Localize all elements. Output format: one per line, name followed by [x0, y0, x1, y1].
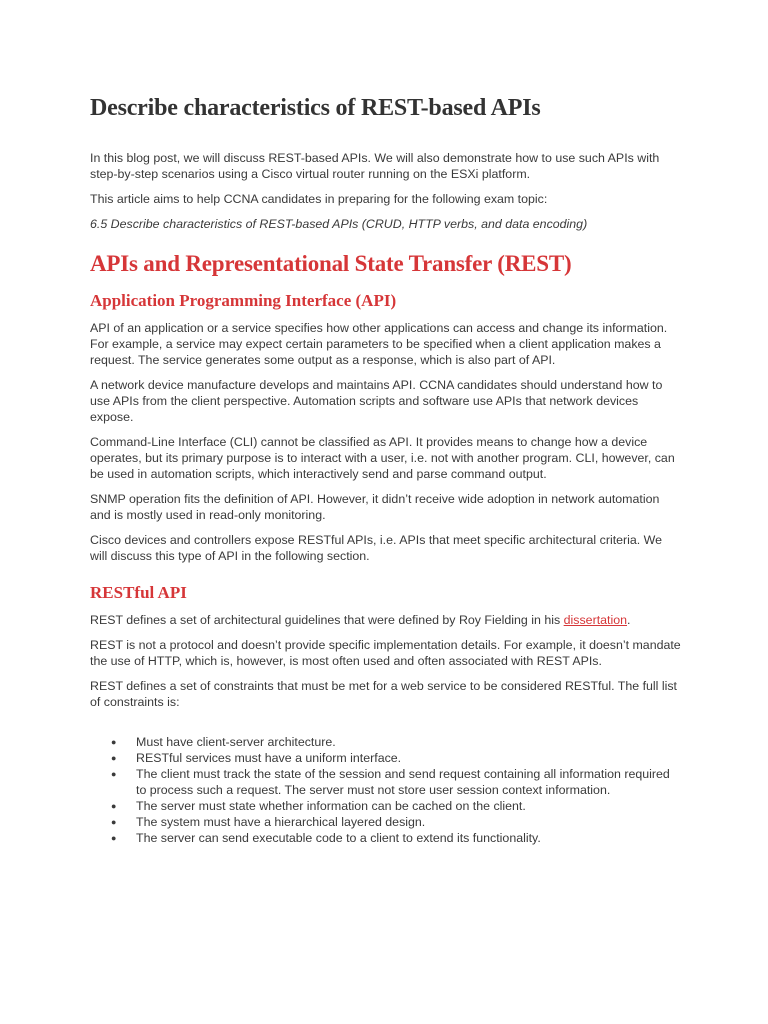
- intro-paragraph-2: This article aims to help CCNA candidates in preparing for the following exam topic:: [90, 192, 548, 206]
- restful-paragraph-1: [90, 612, 682, 628]
- list-item: [111, 766, 682, 798]
- constraints-list: [90, 734, 682, 846]
- section-heading-apis-rest: APIs and Representational State Transfer (REST): [90, 251, 572, 276]
- subheading-restful-api: RESTful API: [90, 583, 187, 602]
- bullet-icon: ●: [111, 737, 117, 747]
- restful-paragraph-1-text: REST defines a set of architectural guidelines that were defined by Roy Fielding in his: [90, 613, 564, 627]
- list-item: [111, 814, 682, 830]
- bullet-icon: ●: [111, 817, 117, 827]
- restful-paragraph-3: REST defines a set of constraints that must be met for a web service to be considered RESTful. The full list of constraints is:: [90, 679, 677, 709]
- list-item-text: The client must track the state of the session and send request containing all information required to process such a request. The server must not store user session context information.: [136, 767, 670, 797]
- api-paragraph-2: A network device manufacture develops and maintains API. CCNA candidates should understand how to use APIs from the client perspective. Automation scripts and software use APIs that network devices expose.: [90, 378, 663, 424]
- article: [90, 92, 682, 846]
- bullet-icon: ●: [111, 753, 117, 763]
- api-paragraph-4: SNMP operation fits the definition of API. However, it didn’t receive wide adoption in network automation and is mostly used in read-only monitoring.: [90, 492, 660, 522]
- list-item-text: Must have client-server architecture.: [136, 735, 336, 749]
- list-item: [111, 830, 682, 846]
- api-paragraph-3: Command-Line Interface (CLI) cannot be classified as API. It provides means to change how a device operates, but its primary purpose is to interact with a user, i.e. not with another program. CLI, however, can be used in automation scripts, which interactively send and parse command output.: [90, 435, 675, 481]
- bullet-icon: ●: [111, 833, 117, 843]
- exam-topic: 6.5 Describe characteristics of REST-based APIs (CRUD, HTTP verbs, and data encoding): [90, 217, 588, 231]
- bullet-icon: ●: [111, 769, 117, 779]
- dissertation-link[interactable]: dissertation: [563, 613, 628, 627]
- api-paragraph-1: API of an application or a service specifies how other applications can access and change its information. For example, a service may expect certain parameters to be specified when a client application makes a request. The service generates some output as a response, which is also part of API.: [90, 321, 668, 367]
- restful-paragraph-2: REST is not a protocol and doesn’t provide specific implementation details. For example, it doesn’t mandate the use of HTTP, which is, however, is most often used and often associated with REST APIs.: [90, 638, 681, 668]
- restful-paragraph-1-end: .: [627, 613, 631, 627]
- api-paragraph-5: Cisco devices and controllers expose RESTful APIs, i.e. APIs that meet specific architectural criteria. We will discuss this type of API in the following section.: [90, 533, 663, 563]
- list-item-text: The server can send executable code to a client to extend its functionality.: [136, 831, 541, 845]
- list-item-text: The system must have a hierarchical layered design.: [136, 815, 426, 829]
- subheading-api: Application Programming Interface (API): [90, 291, 397, 310]
- bullet-icon: ●: [111, 801, 117, 811]
- list-item-text: RESTful services must have a uniform interface.: [136, 751, 402, 765]
- list-item: [111, 798, 682, 814]
- intro-paragraph-1: In this blog post, we will discuss REST-based APIs. We will also demonstrate how to use such APIs with step-by-step scenarios using a Cisco virtual router running on the ESXi platform.: [90, 151, 660, 181]
- list-item-text: The server must state whether information can be cached on the client.: [136, 799, 526, 813]
- list-item: [111, 734, 682, 750]
- page-title: Describe characteristics of REST-based APIs: [90, 95, 541, 121]
- list-item: [111, 750, 682, 766]
